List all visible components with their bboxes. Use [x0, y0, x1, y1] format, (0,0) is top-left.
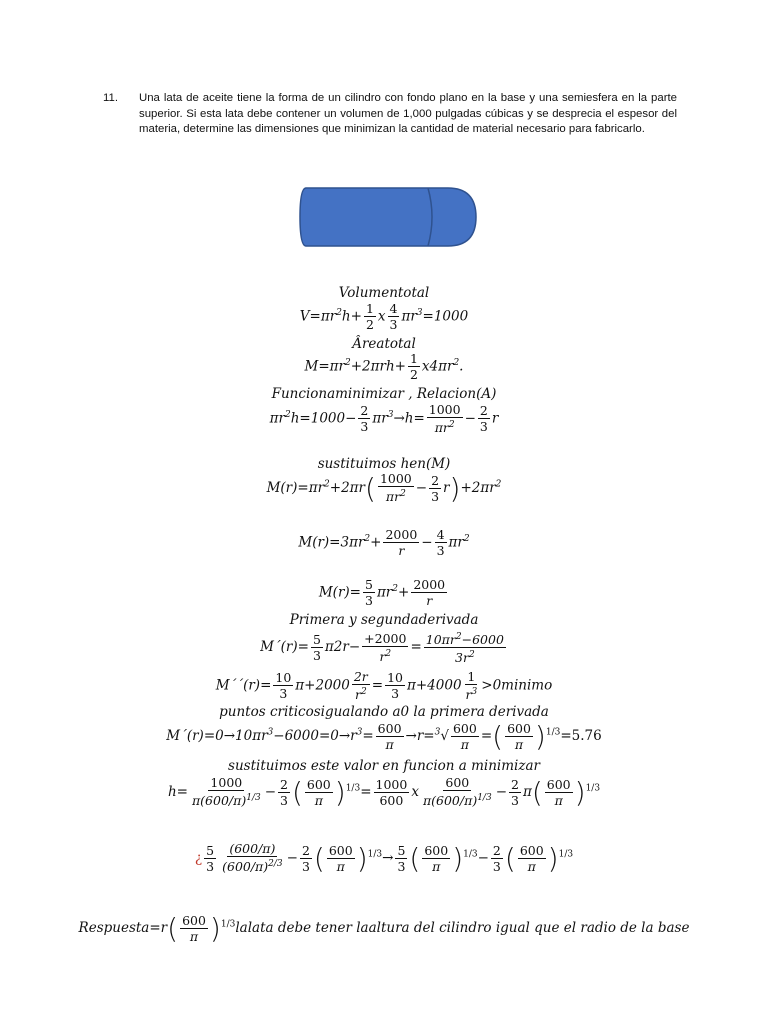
- label-primera-segunda: Primera y segundaderivada: [289, 612, 479, 628]
- problem-number: 11.: [103, 92, 118, 104]
- minimo-label: minimo: [501, 677, 553, 694]
- can-figure: [298, 186, 478, 248]
- label-volumen-total: Volumentotal: [338, 285, 430, 301]
- can-body: [300, 188, 476, 246]
- eq-critical-point: $M´(r)=0\to 10\pi r^3-6000=0\to r^3=$ $\frac{600}{\pi}$ →r=$^3$√ $\frac{600}{\pi}$ =( $\frac{600}{\pi}$ )$^{1/3}$=5.76: [166, 720, 602, 753]
- answer-text: lalata debe tener laaltura del cilindro igual que el radio de la base: [235, 920, 690, 936]
- eq-area: $M=\pi r^2+2\pi rh+$ $\frac{1}{2}$ $x4\pi r^2$.: [304, 351, 464, 382]
- label-sustituimos-h: sustituimos hen(M): [317, 456, 451, 472]
- eq-answer: Respuesta=r( $\frac{600}{\pi}$ )$^{1/3}$lalata debe tener laaltura del cilindro igual que el radio de la base: [78, 912, 690, 945]
- label-area-total: Âreatotal: [352, 336, 416, 352]
- result-576: =5.76: [560, 728, 602, 744]
- eq-M-simplified: M(r)= $\frac{5}{3}$ $\pi r^2+$ $\frac{2000}{r}$: [318, 577, 446, 608]
- eq-volume: $V=\pi r^2h+$ $\frac{1}{2}$ x $\frac{4}{3}$ $\pi r^3=1000$: [299, 301, 469, 332]
- eq-h-simplified: ¿ $\frac{5}{3}$ $\frac{(600/\pi)}{(600/\pi)^{2/3}}$ − $\frac{2}{3}$ ( $\frac{600}{\pi}$ )$^{1/3}$→ $\frac{5}{3}$ ( $\frac{600}{\pi}$ )$^{1/3}$− $\frac{2}{3}$ ( $\frac{600}{\pi}$ )$^{1/3}$: [194, 841, 574, 875]
- eq-relation: $\pi r^2h=1000-$ $\frac{2}{3}$ $\pi r^3\to h=$ $\frac{1000}{\pi r^2}$ − $\frac{2}{3}$ r: [269, 402, 499, 436]
- eq-second-derivative: M´´(r)= $\frac{10}{3}$ π+2000 $\frac{2r}{r^2}$ = $\frac{10}{3}$ π+4000 $\frac{1}{r^3}$ >0minimo: [215, 669, 553, 703]
- eq-M-expanded: $M(r)=3\pi r^2+$ $\frac{2000}{r}$ − $\frac{4}{3}$ $\pi r^2$: [298, 527, 470, 558]
- problem-text: Una lata de aceite tiene la forma de un cilindro con fondo plano en la base y una semiesfera en la parte superior. Si esta lata debe contener un volumen de 1,000 pulgadas cúbicas y se desprecia el espesor del materia, determine las dimensiones que minimizan la cantidad de material necesario para fabricarlo.: [139, 92, 677, 136]
- eq-M-sub: $M(r)=\pi r^2+2\pi r$( $\frac{1000}{\pi r^2}$ − $\frac{2}{3}$ $r)+2\pi r^2$: [266, 471, 502, 505]
- eq-first-derivative: M´(r)= $\frac{5}{3}$ π2r− $\frac{+2000}{r^2}$ = $\frac{10\pi r^2-6000}{3r^2}$: [260, 630, 504, 666]
- eq-h-substitution: h= $\frac{1000}{\pi(600/\pi)^{1/3}}$ − $\frac{2}{3}$ ( $\frac{600}{\pi}$ )$^{1/3}$= $\frac{1000}{600}$ x $\frac{600}{\pi(600/\pi)^{1/3}}$ − $\frac{2}{3}$ π( $\frac{600}{\pi}$ )$^{1/3}$: [167, 775, 601, 809]
- label-funcion: Funcionaminimizar , Relacion(A): [271, 386, 497, 402]
- label-puntos-criticos: puntos criticosigualando a0 la primera derivada: [219, 704, 549, 720]
- label-sustituimos-valor: sustituimos este valor en funcion a minimizar: [228, 758, 540, 774]
- answer-label: Respuesta=r: [78, 920, 168, 936]
